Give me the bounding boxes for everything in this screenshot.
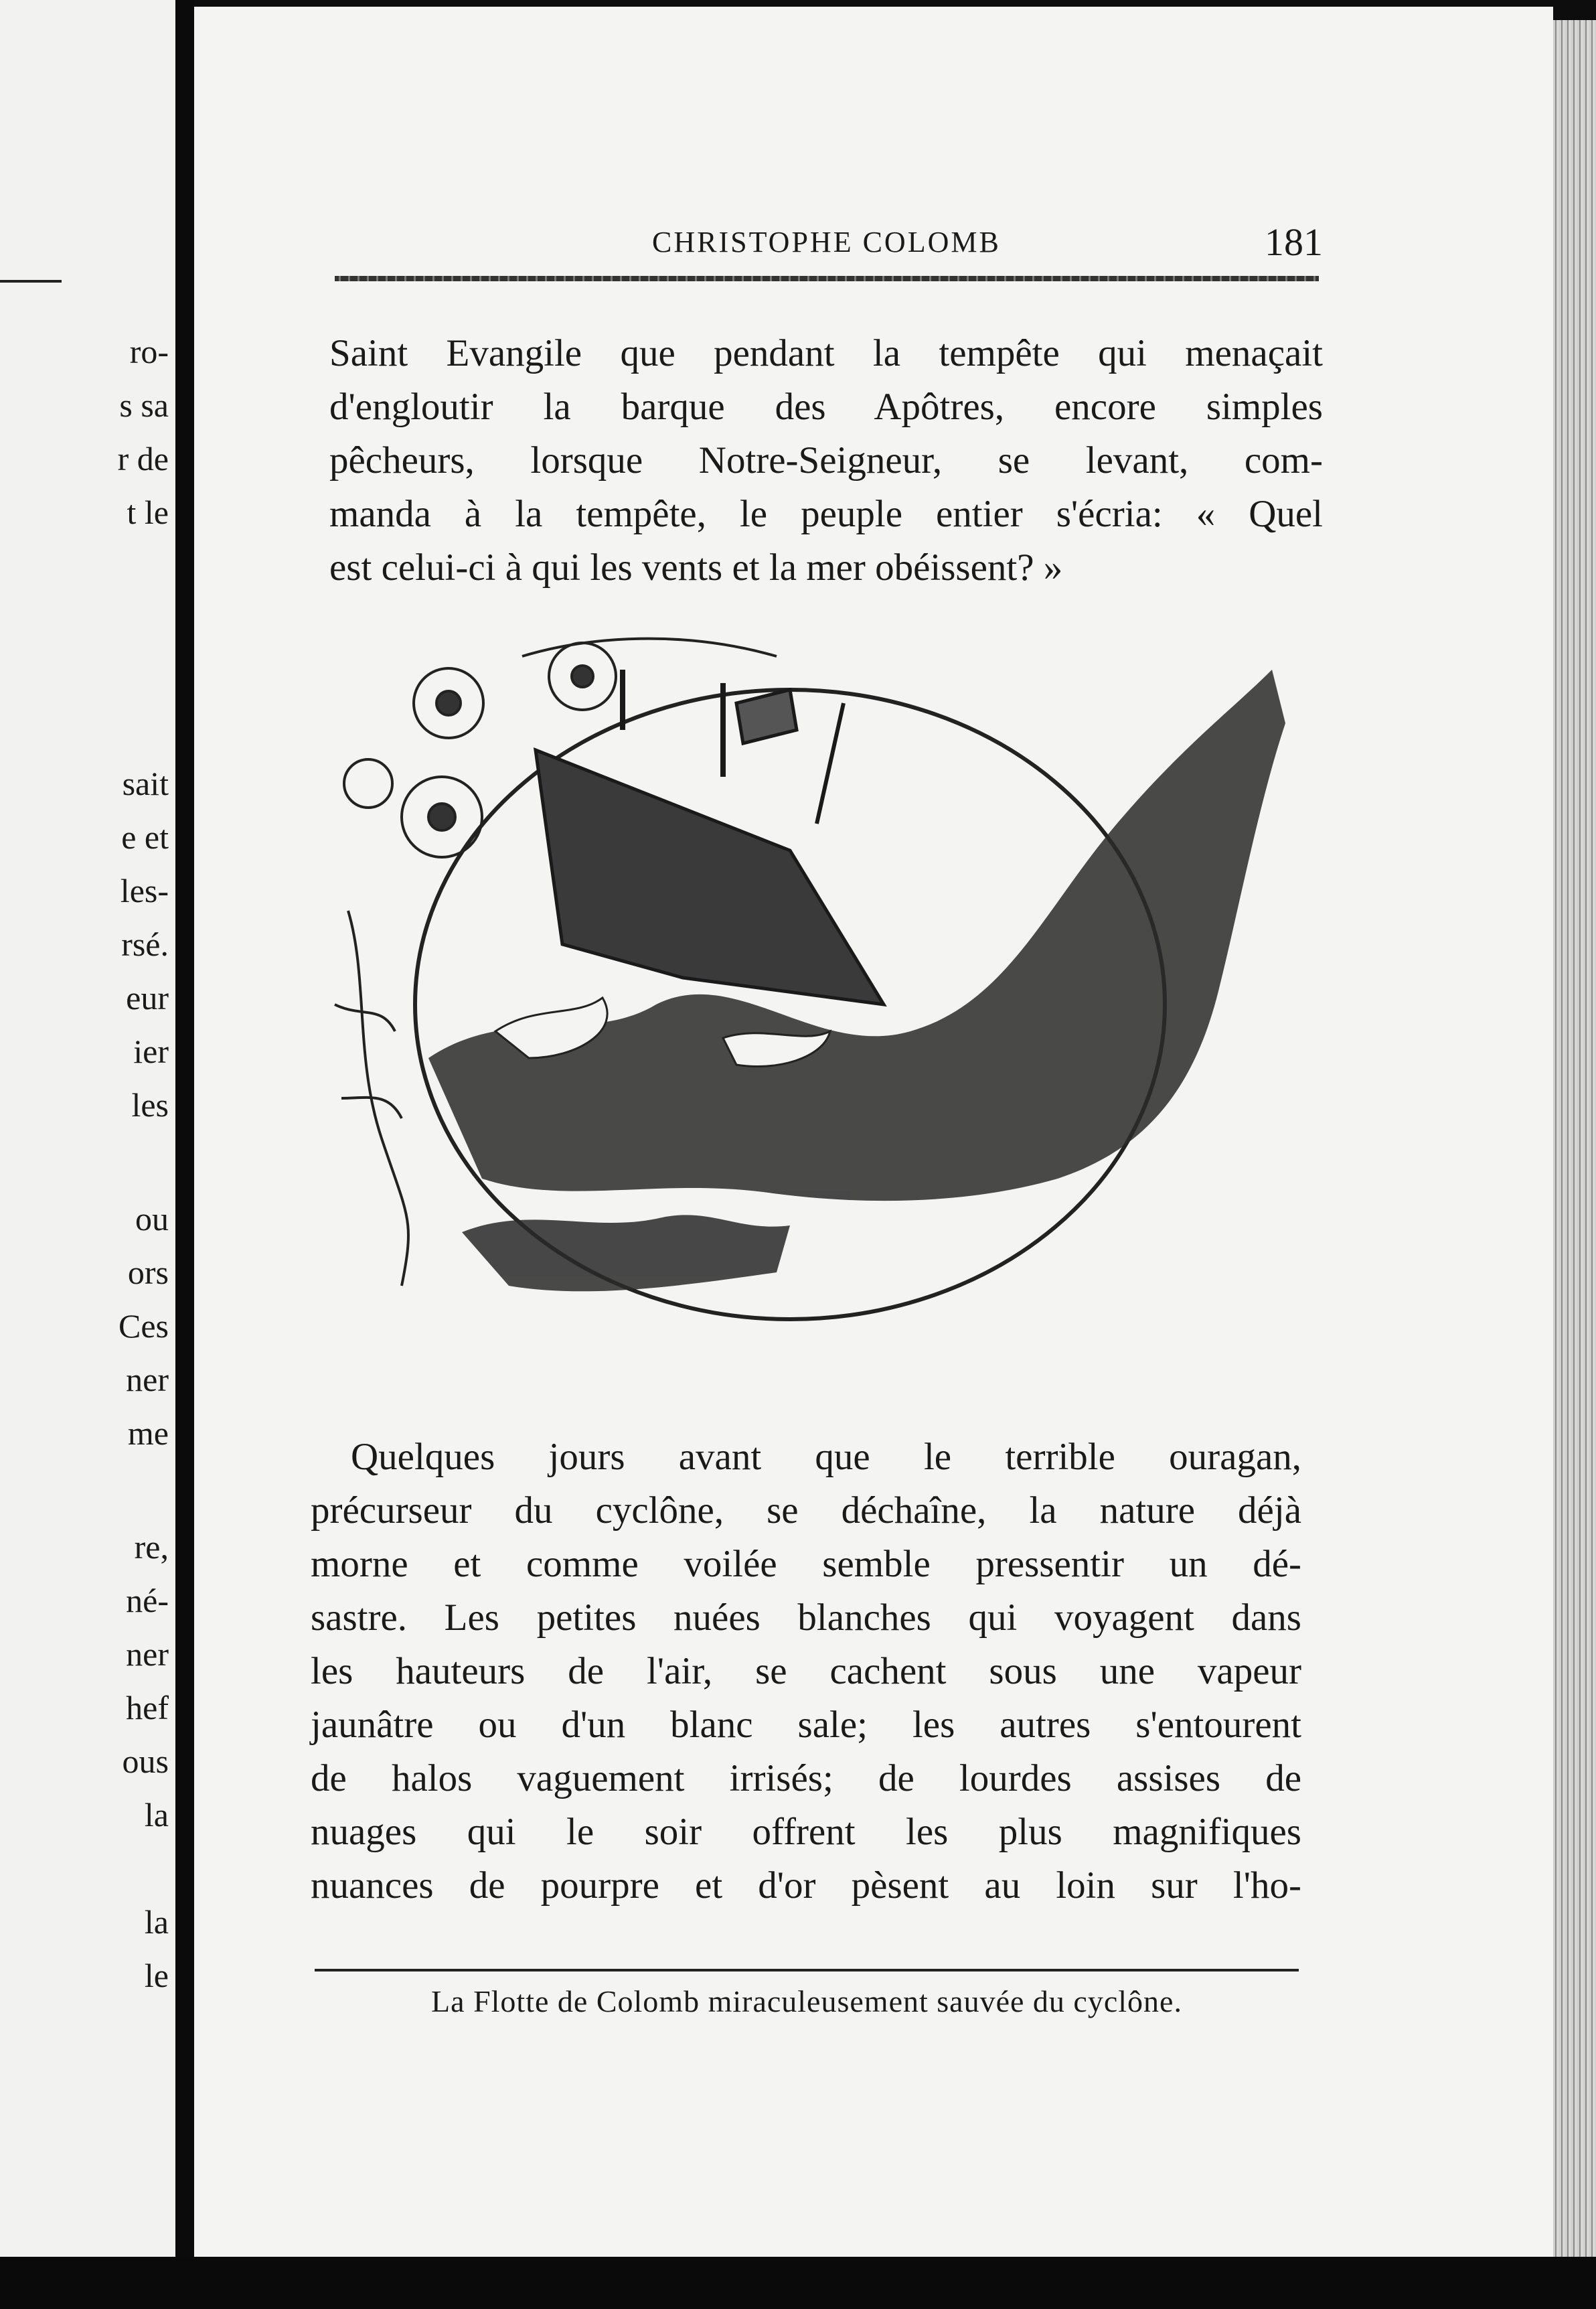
text-line: Quelques jours avant que le terrible ouragan, (351, 1436, 1301, 1478)
text-line: nuages qui le soir offrent les plus magnifiques (311, 1811, 1301, 1853)
previous-page-line: hef (126, 1689, 169, 1726)
scan-bottom-border (0, 2257, 1596, 2309)
text-line: pêcheurs, lorsque Notre-Seigneur, se levant, com- (329, 439, 1323, 481)
previous-page-line: me (127, 1414, 169, 1452)
ship-storm-engraving (308, 629, 1339, 1433)
text-line: précurseur du cyclône, se déchaîne, la nature déjà (311, 1489, 1301, 1532)
previous-page-line: le (144, 1957, 169, 1994)
previous-page-rule (0, 280, 62, 283)
text-line: nuances de pourpre et d'or pèsent au loin sur l'ho- (311, 1864, 1301, 1907)
previous-page-line: rsé. (121, 925, 169, 963)
previous-page-line: les (131, 1086, 169, 1124)
text-line: de halos vaguement irrisés; de lourdes assises de (311, 1757, 1301, 1799)
text-line: d'engloutir la barque des Apôtres, encore simples (329, 386, 1323, 428)
previous-page-line: ro- (129, 333, 169, 370)
ship-icon (536, 670, 884, 1004)
previous-page-line: ous (122, 1742, 169, 1780)
page-number: 181 (1265, 220, 1323, 264)
text-line: morne et comme voilée semble pressentir un dé- (311, 1543, 1301, 1585)
previous-page-line: re, (134, 1528, 169, 1566)
header-rule (335, 276, 1319, 281)
previous-page-line: ors (127, 1254, 169, 1291)
previous-page-line: t le (127, 494, 169, 531)
previous-page-line: la (144, 1903, 169, 1941)
previous-page-line: ou (135, 1200, 169, 1238)
previous-page-line: né- (126, 1582, 169, 1619)
previous-page-line: eur (126, 979, 169, 1017)
previous-page-line: la (144, 1796, 169, 1834)
figure-caption: La Flotte de Colomb miraculeusement sauvée du cyclône. (431, 1984, 1182, 2018)
previous-page-line: r de (117, 440, 169, 477)
previous-page-line: ner (126, 1361, 169, 1398)
previous-page-line: e et (121, 818, 169, 856)
running-head-title: CHRISTOPHE COLOMB (652, 226, 1001, 258)
running-head (335, 220, 1326, 267)
paragraph-top (329, 327, 1323, 595)
paragraph-bottom (311, 1430, 1301, 1913)
previous-page-line: ner (126, 1635, 169, 1673)
previous-page-line: Ces (118, 1307, 169, 1345)
previous-page-line: les- (120, 872, 169, 909)
previous-page-line: ier (133, 1033, 169, 1070)
text-line: est celui-ci à qui les vents et la mer obéissent? » (329, 546, 1063, 589)
book-spine (175, 0, 194, 2309)
previous-page-line: s sa (119, 386, 169, 424)
caption-rule (315, 1969, 1299, 1971)
text-line: sastre. Les petites nuées blanches qui voyagent dans (311, 1596, 1301, 1639)
text-line: manda à la tempête, le peuple entier s'écria: « Quel (329, 493, 1323, 535)
text-line: jaunâtre ou d'un blanc sale; les autres s'entourent (311, 1704, 1301, 1746)
page-edges (1553, 20, 1596, 2257)
previous-page-line: sait (122, 765, 169, 802)
text-line: les hauteurs de l'air, se cachent sous une vapeur (311, 1650, 1301, 1692)
text-line: Saint Evangile que pendant la tempête qui menaçait (329, 332, 1323, 374)
previous-page (0, 0, 175, 2277)
